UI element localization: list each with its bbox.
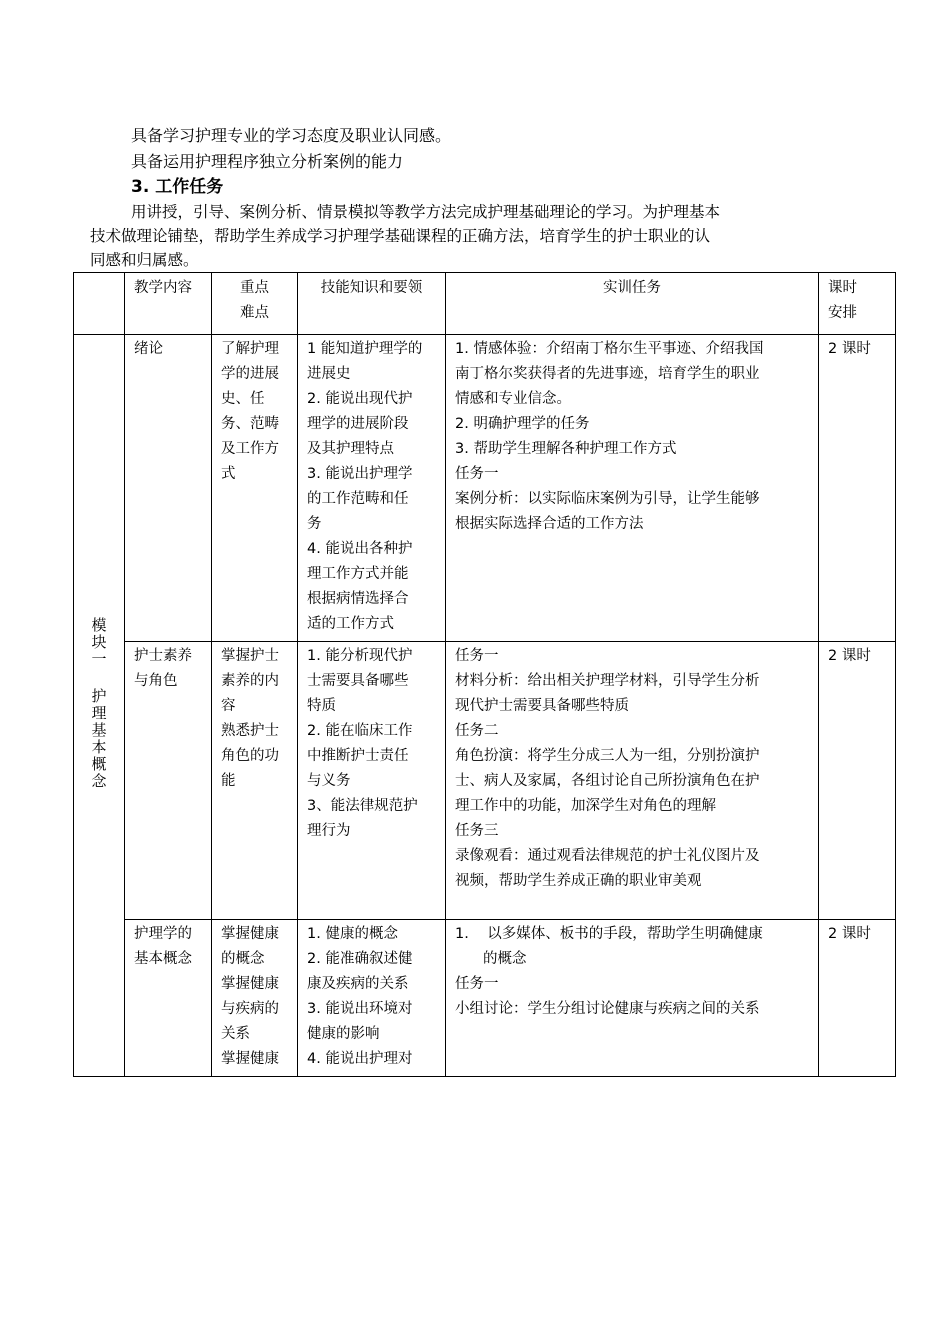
ability-line-1: 具备学习护理专业的学习态度及职业认同感。 <box>131 126 452 145</box>
task-list-item <box>455 922 809 947</box>
module-label-cell <box>74 335 125 1077</box>
skill-line: 特质 <box>307 698 336 714</box>
hours-cell <box>819 642 896 920</box>
skills-cell <box>298 920 446 1077</box>
task-line: 任务二 <box>455 723 499 739</box>
hours-value: 2 课时 <box>828 341 871 357</box>
skill-line: 的工作范畴和任 <box>307 491 409 507</box>
key-line: 史、任 <box>221 391 265 407</box>
key-line: 素养的内 <box>221 673 279 689</box>
key-line: 了解护理 <box>221 341 279 357</box>
task-line: 根据实际选择合适的工作方法 <box>455 516 644 532</box>
tasks-cell <box>446 335 819 642</box>
task-list-continuation: 的概念 <box>483 951 527 967</box>
task-line: 录像观看：通过观看法律规范的护士礼仪图片及 <box>455 848 760 864</box>
task-line: 2. 明确护理学的任务 <box>455 416 590 432</box>
header-skills-cell <box>298 273 446 335</box>
skill-line: 1 能知道护理学的 <box>307 341 423 357</box>
skill-line: 士需要具备哪些 <box>307 673 409 689</box>
skill-line: 及其护理特点 <box>307 441 394 457</box>
skill-line: 健康的影响 <box>307 1026 380 1042</box>
task-line: 士、病人及家属，各组讨论自己所扮演角色在护 <box>455 773 760 789</box>
skill-line: 理行为 <box>307 823 351 839</box>
key-line: 式 <box>221 466 236 482</box>
header-hours-line: 安排 <box>828 305 857 321</box>
header-key-line: 重点 <box>240 280 269 296</box>
key-line: 熟悉护士 <box>221 723 279 739</box>
skill-line: 3. 能说出护理学 <box>307 466 413 482</box>
header-module-cell <box>74 273 125 335</box>
key-line: 及工作方 <box>221 441 279 457</box>
task-line: 材料分析：给出相关护理学材料，引导学生分析 <box>455 673 760 689</box>
tasks-cell <box>446 920 819 1077</box>
content-line: 基本概念 <box>134 951 192 967</box>
skill-line: 中推断护士责任 <box>307 748 409 764</box>
skill-line: 根据病情选择合 <box>307 591 409 607</box>
skill-line: 适的工作方式 <box>307 616 394 632</box>
skill-line: 理学的进展阶段 <box>307 416 409 432</box>
key-line: 角色的功 <box>221 748 279 764</box>
key-line: 关系 <box>221 1026 250 1042</box>
hours-value: 2 课时 <box>828 648 871 664</box>
task-line: 南丁格尔奖获得者的先进事迹，培育学生的职业 <box>455 366 760 382</box>
skill-line: 4. 能说出护理对 <box>307 1051 413 1067</box>
header-content-cell <box>125 273 212 335</box>
task-line: 情感和专业信念。 <box>455 391 571 407</box>
key-line: 掌握护士 <box>221 648 279 664</box>
key-line: 学的进展 <box>221 366 279 382</box>
header-skills: 技能知识和要领 <box>320 280 423 296</box>
intro-paragraph-line: 同感和归属感。 <box>90 251 199 269</box>
skill-line: 1. 能分析现代护 <box>307 648 413 664</box>
task-line: 理工作中的功能，加深学生对角色的理解 <box>455 798 716 814</box>
task-line: 视频，帮助学生养成正确的职业审美观 <box>455 873 702 889</box>
skills-cell <box>298 642 446 920</box>
content-cell <box>125 920 212 1077</box>
task-line: 角色扮演：将学生分成三人为一组，分别扮演护 <box>455 748 760 764</box>
section-heading: 3. 工作任务 <box>131 177 224 197</box>
task-line: 任务三 <box>455 823 499 839</box>
hours-cell <box>819 335 896 642</box>
skill-line: 2. 能准确叙述健 <box>307 951 413 967</box>
header-tasks: 实训任务 <box>603 280 661 296</box>
key-line: 与疾病的 <box>221 1001 279 1017</box>
header-key-line: 难点 <box>240 305 269 321</box>
content-line: 护士素养 <box>134 648 192 664</box>
skill-line: 进展史 <box>307 366 351 382</box>
skill-line: 2. 能在临床工作 <box>307 723 413 739</box>
skill-line: 1. 健康的概念 <box>307 926 398 942</box>
header-key-cell <box>212 273 298 335</box>
task-line: 案例分析：以实际临床案例为引导，让学生能够 <box>455 491 760 507</box>
table-row <box>74 920 896 1077</box>
tasks-cell <box>446 642 819 920</box>
key-line: 务、范畴 <box>221 416 279 432</box>
table-row <box>74 642 896 920</box>
table-row <box>74 335 896 642</box>
header-hours-cell <box>819 273 896 335</box>
task-list-text: 以多媒体、板书的手段，帮助学生明确健康 <box>487 926 763 942</box>
task-line: 任务一 <box>455 976 499 992</box>
key-cell <box>212 642 298 920</box>
skill-line: 康及疾病的关系 <box>307 976 409 992</box>
intro-paragraph-line: 用讲授，引导、案例分析、情景模拟等教学方法完成护理基础理论的学习。为护理基本 <box>131 203 721 221</box>
key-line: 掌握健康 <box>221 926 279 942</box>
module-label-top: 模块一 <box>91 615 107 668</box>
task-line: 现代护士需要具备哪些特质 <box>455 698 629 714</box>
intro-paragraph-line: 技术做理论铺垫，帮助学生养成学习护理学基础课程的正确方法，培育学生的护士职业的认 <box>90 227 711 245</box>
task-line: 3. 帮助学生理解各种护理工作方式 <box>455 441 677 457</box>
header-tasks-cell <box>446 273 819 335</box>
key-line: 的概念 <box>221 951 265 967</box>
header-hours-line: 课时 <box>828 280 857 296</box>
content-cell <box>125 642 212 920</box>
content-line: 护理学的 <box>134 926 192 942</box>
module-label-bottom: 护理基本概念 <box>91 686 107 790</box>
task-line: 任务一 <box>455 648 499 664</box>
content-line: 绪论 <box>134 341 163 357</box>
header-content: 教学内容 <box>134 280 192 296</box>
skills-cell <box>298 335 446 642</box>
key-line: 掌握健康 <box>221 976 279 992</box>
task-list-number: 1. <box>455 926 469 942</box>
skill-line: 理工作方式并能 <box>307 566 409 582</box>
content-line: 与角色 <box>134 673 178 689</box>
skill-line: 务 <box>307 516 322 532</box>
skill-line: 2. 能说出现代护 <box>307 391 413 407</box>
content-cell <box>125 335 212 642</box>
task-line: 1. 情感体验：介绍南丁格尔生平事迹、介绍我国 <box>455 341 764 357</box>
key-cell <box>212 335 298 642</box>
key-line: 掌握健康 <box>221 1051 279 1067</box>
table-header-row <box>74 273 896 335</box>
skill-line: 4. 能说出各种护 <box>307 541 413 557</box>
hours-cell <box>819 920 896 1077</box>
task-line: 小组讨论：学生分组讨论健康与疾病之间的关系 <box>455 1001 760 1017</box>
task-line: 任务一 <box>455 466 499 482</box>
hours-value: 2 课时 <box>828 926 871 942</box>
key-line: 能 <box>221 773 236 789</box>
key-cell <box>212 920 298 1077</box>
skill-line: 与义务 <box>307 773 351 789</box>
key-line: 容 <box>221 698 236 714</box>
skill-line: 3. 能说出环境对 <box>307 1001 413 1017</box>
skill-line: 3、能法律规范护 <box>307 798 418 814</box>
curriculum-table <box>73 272 896 1077</box>
ability-line-2: 具备运用护理程序独立分析案例的能力 <box>131 152 404 171</box>
